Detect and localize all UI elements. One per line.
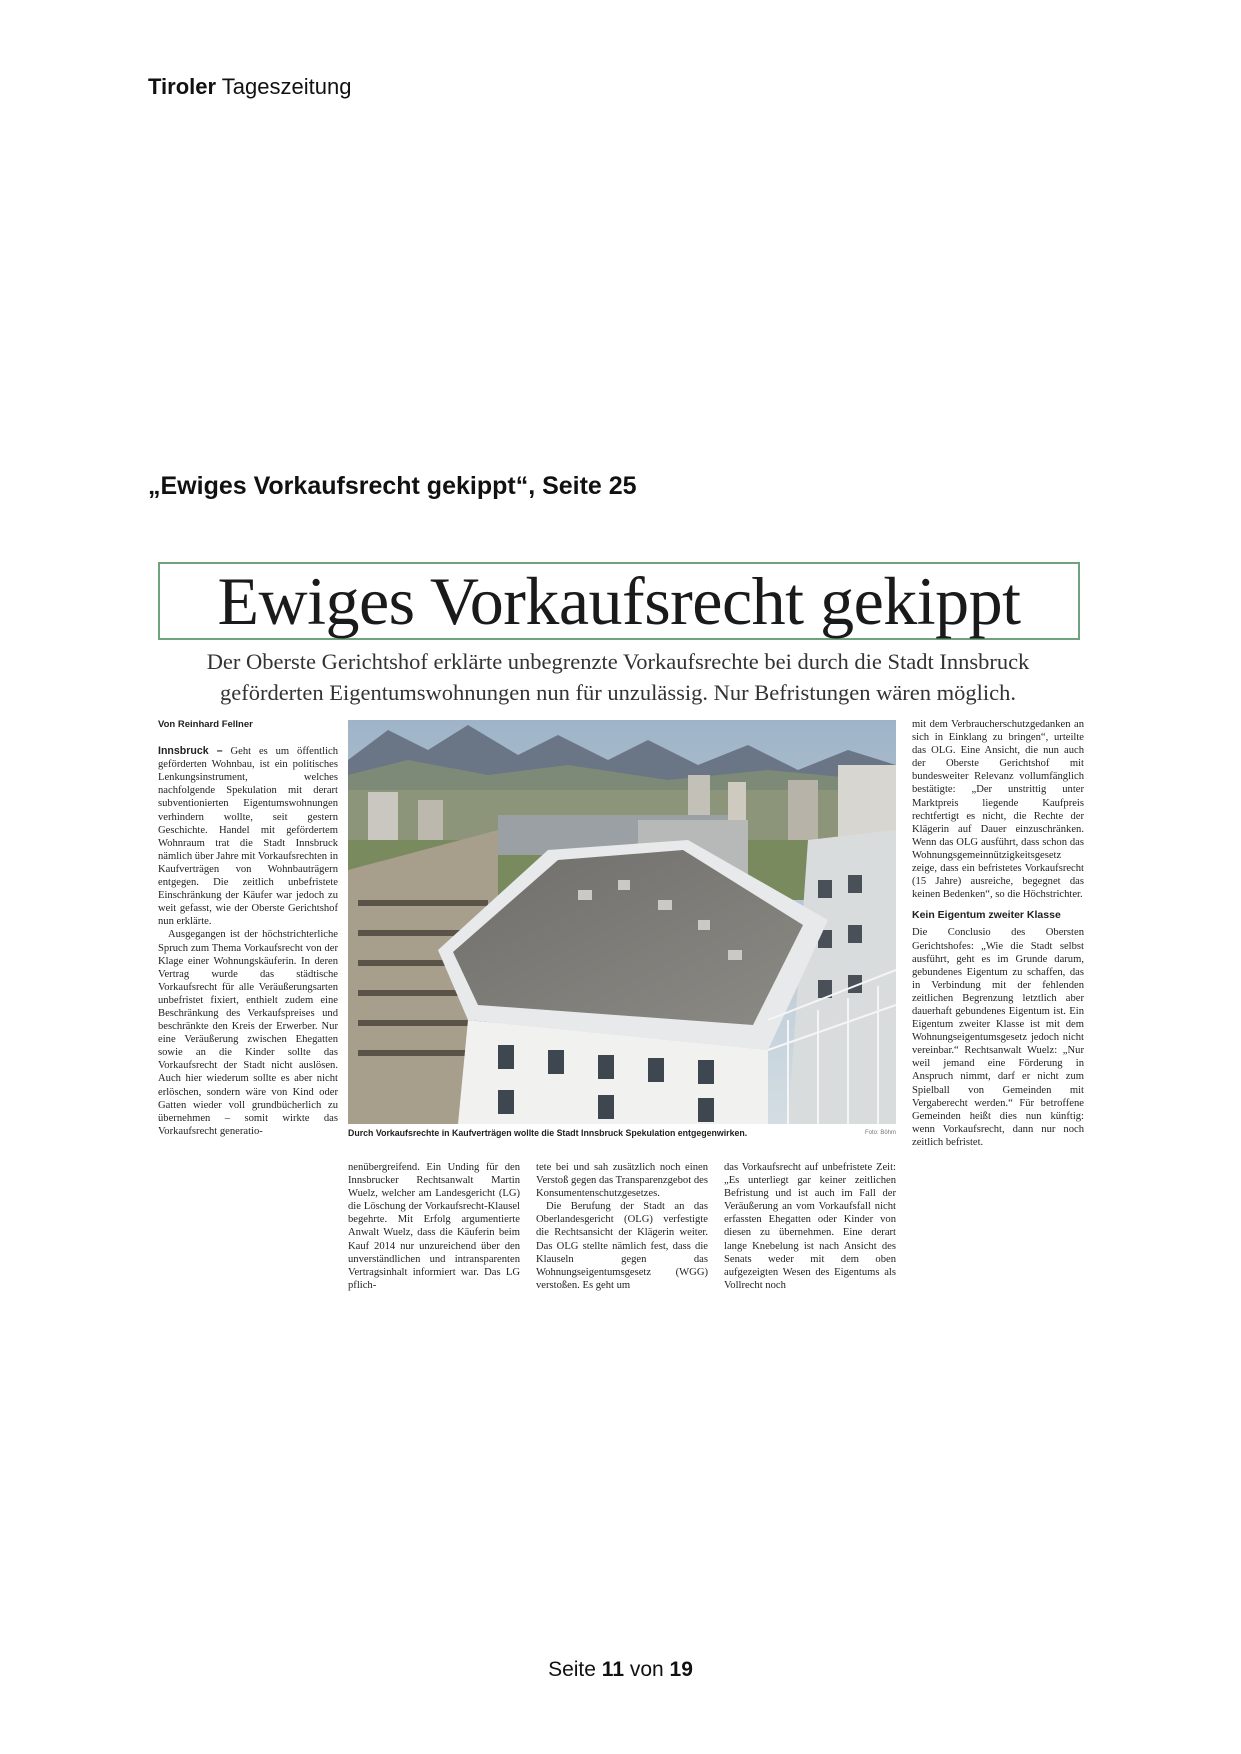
- publication-name: [148, 74, 351, 100]
- footer-page-number: 11: [601, 1658, 624, 1681]
- publication-name-bold: Tiroler: [148, 74, 217, 99]
- column-3: [536, 1161, 708, 1292]
- publication-name-rest: Tageszeitung: [221, 74, 352, 99]
- page-footer: [0, 1658, 1241, 1682]
- lead-line-1: Der Oberste Gerichtshof erklärte unbegrenzte Vorkaufsrechte bei durch die Stadt Innsbruck: [206, 649, 1030, 674]
- article-reference: „Ewiges Vorkaufsrecht gekippt“, Seite 25: [148, 472, 637, 500]
- footer-middle: von: [629, 1658, 664, 1681]
- paragraph: Ausgegangen ist der höchstrichterliche Spruch zum Thema Vorkaufsrecht von der Klage einer Wohnungskäuferin. In deren Vertrag wurde das städtische Vorkaufsrecht für alle Veräußerungsarten unbefristet fixiert, enthielt zudem eine Beschränkung des Verkaufspreises und beschränkte den Kreis der Erwerber. Nur eine Veräußerung zwischen Ehegatten sowie an die Kinder sollte das Vorkaufsrecht der Stadt nicht auslösen. Auch hier wiederum sollte es aber nicht erlöschen, sondern wäre von Kind oder Gatten wieder voll grundbücherlich zu übernehmen – somit wirkte das Vorkaufsrecht generatio-: [158, 929, 338, 1137]
- newspaper-clipping: [152, 560, 1084, 1340]
- paragraph: tete bei und sah zusätzlich noch einen Verstoß gegen das Transparenzgebot des Konsumentenschutzgesetzes.: [536, 1162, 708, 1200]
- photo-caption: Durch Vorkaufsrechte in Kaufverträgen wollte die Stadt Innsbruck Spekulation entgegenwirken.: [348, 1128, 748, 1138]
- city-rooftop-photo: [348, 720, 896, 1124]
- column-1: [158, 718, 338, 1138]
- photo-caption-row: [348, 1128, 896, 1138]
- photo-credit: Foto: Böhm: [864, 1130, 896, 1136]
- article-photo: [348, 720, 896, 1124]
- byline: Von Reinhard Fellner: [158, 719, 253, 730]
- paragraph: Die Conclusio des Obersten Gerichtshofes: „Wie die Stadt selbst ausführt, geht es im Grunde darum, gebundenes Eigentum zu schaffen, das in Verbindung mit der fehlenden zeitlichen Begrenzung letztlich aber dauerhaft gebundenes Eigentum ist. Ein Eigentum zweiter Klasse ist mit dem Wohnungseigentumsgesetz jedoch nicht vereinbar.“ Rechtsanwalt Wuelz: „Nur weil jemand eine Förderung in Anspruch nimmt, darf er nicht zum Spielball von Gemeinden mit Vergaberecht werden.“ Für betroffene Gemeinden heißt dies nun künftig: wenn Vorkaufsrecht, dann nur noch zeitlich befristet.: [912, 927, 1084, 1148]
- paragraph-text: Geht es um öffentlich geförderten Wohnbau, ist ein politisches Lenkungsinstrument, welches nachfolgende Spekulation mit derart subventionierten Eigentumswohnungen verhindern wollte, seit gestern Geschichte. Handel mit gefördertem Wohnraum trat die Stadt Innsbruck nämlich über Jahre mit Vorkaufsrechten in Kaufverträgen von Wohnbauträgern entgegen. Die zeitlich unbefristete Einschränkung der Käufer war jedoch zu weit gefasst, wie der Oberste Gerichtshof nun erklärte.: [158, 746, 339, 928]
- column-4: [724, 1161, 896, 1292]
- paragraph: das Vorkaufsrecht auf unbefristete Zeit: „Es unterliegt gar keiner zeitlichen Befristung und ist auch im Fall der Veräußerung an vom Vorkaufsfall nicht erfassten Ehegatten oder Kinder von diesen zu übernehmen. Eine derart lange Knebelung ist nach Ansicht des Senats weder mit dem oben aufgezeigten Wesen des Eigentums als Vollrecht noch: [724, 1162, 896, 1291]
- paragraph: mit dem Verbraucherschutzgedanken an sich in Einklang zu bringen“, urteilte das OLG. Eine Ansicht, die nun auch der Oberste Gerichtshof mit bundesweiter Relevanz vollumfänglich bestätigte: „Der unstrittig unter Marktpreis liegende Kaufpreis rechtfertigt es nicht, die Rechte der Klägerin auf Dauer einzuschränken. Wenn das OLG ausführt, dass schon das Wohnungsgemeinnützigkeitsgesetz zeige, dass ein befristetes Vorkaufsrecht (15 Jahre) ausreiche, begegnet das keinen Bedenken“, so die Höchstrichter.: [912, 719, 1084, 901]
- paragraph: nenübergreifend. Ein Unding für den Innsbrucker Rechtsanwalt Martin Wuelz, welcher am Landesgericht (LG) die Löschung der Vorkaufsrecht-Klausel begehrte. Mit Erfolg argumentierte Anwalt Wuelz, dass die Käuferin beim Kauf 2014 nur unzureichend über den unverständlichen und intransparenten Vertragsinhalt informiert war. Das LG pflich-: [348, 1162, 520, 1291]
- column-2: [348, 1161, 520, 1292]
- column-5: [912, 718, 1084, 1149]
- lead-line-2: geförderten Eigentumswohnungen nun für unzulässig. Nur Befristungen wären möglich.: [219, 680, 1017, 705]
- article-subhead: Kein Eigentum zweiter Klasse: [912, 909, 1061, 922]
- article-headline: Ewiges Vorkaufsrecht gekippt: [217, 562, 1021, 639]
- headline-frame: [158, 562, 1080, 640]
- footer-page-total: 19: [669, 1658, 693, 1681]
- footer-prefix: Seite: [548, 1658, 596, 1681]
- article-lead: [152, 646, 1084, 708]
- paragraph: [158, 745, 338, 928]
- dateline: Innsbruck –: [158, 745, 223, 758]
- paragraph: Die Berufung der Stadt an das Oberlandesgericht (OLG) verfestigte die Rechtsansicht der Klägerin weiter. Das OLG stellte nämlich fest, dass die Klauseln gegen das Wohnungseigentumsgesetz (WGG) verstoßen. Es geht um: [536, 1201, 708, 1291]
